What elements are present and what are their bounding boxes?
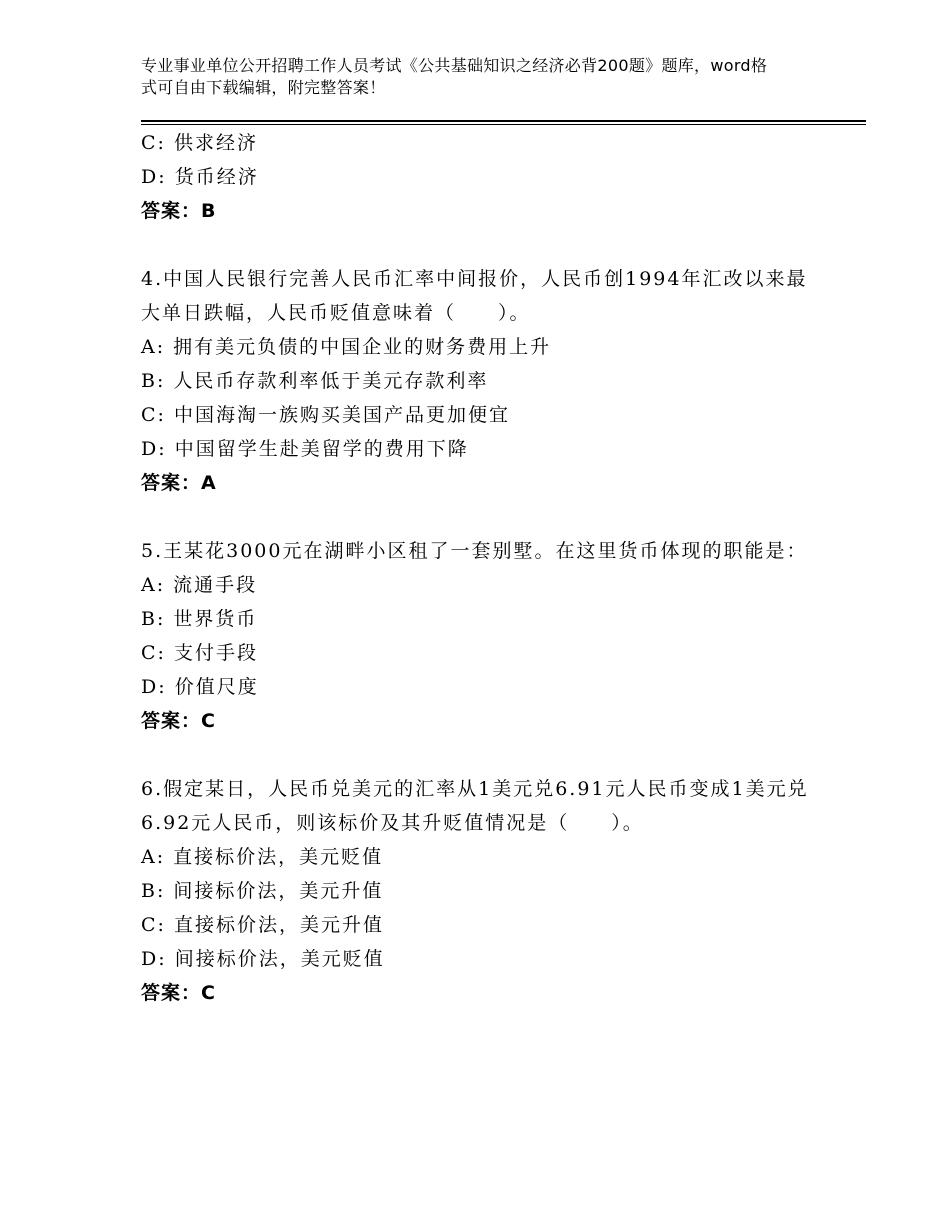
- option-c: [141, 636, 821, 670]
- option-text: 供求经济: [174, 132, 259, 154]
- option-b: [141, 602, 821, 636]
- spacer: [141, 738, 821, 772]
- option-text: 中国海淘一族购买美国产品更加便宜: [174, 404, 511, 426]
- option-text: 间接标价法，美元升值: [173, 880, 384, 902]
- question-stem: 5.王某花3000元在湖畔小区租了一套别墅。在这里货币体现的职能是：: [141, 540, 808, 562]
- option-letter: D:: [141, 948, 167, 970]
- option-text: 支付手段: [174, 642, 259, 664]
- option-letter: C:: [141, 914, 166, 936]
- option-text: 间接标价法，美元贬值: [174, 948, 385, 970]
- spacer: [141, 228, 821, 262]
- option-text: 价值尺度: [174, 676, 259, 698]
- option-letter: B:: [141, 370, 166, 392]
- option-letter: C:: [141, 132, 166, 154]
- question-stem: 6.假定某日，人民币兑美元的汇率从1美元兑6.91元人民币变成1美元兑6.92元人民币，则该标价及其升贬值情况是（ ）。: [141, 778, 809, 834]
- option-b: [141, 874, 821, 908]
- option-text: 直接标价法，美元贬值: [173, 846, 384, 868]
- option-c: [141, 398, 821, 432]
- option-text: 货币经济: [174, 166, 259, 188]
- question-4: [141, 262, 821, 500]
- option-b: [141, 364, 821, 398]
- option-letter: D:: [141, 676, 167, 698]
- option-d: [141, 942, 821, 976]
- header-divider-thick: [141, 120, 866, 122]
- header-title: 专业事业单位公开招聘工作人员考试《公共基础知识之经济必背200题》题库，word格式可自由下载编辑，附完整答案！: [141, 56, 768, 97]
- header-divider-thin: [141, 124, 866, 125]
- spacer: [141, 500, 821, 534]
- option-a: [141, 840, 821, 874]
- option-letter: C:: [141, 404, 166, 426]
- option-text: 中国留学生赴美留学的费用下降: [174, 438, 469, 460]
- option-letter: D:: [141, 438, 167, 460]
- option-letter: B:: [141, 880, 166, 902]
- option-letter: D:: [141, 166, 167, 188]
- option-text: 拥有美元负债的中国企业的财务费用上升: [173, 336, 552, 358]
- option-d: [141, 160, 821, 194]
- question-6: [141, 772, 821, 1010]
- option-letter: A:: [141, 574, 166, 596]
- question-5: [141, 534, 821, 738]
- option-text: 人民币存款利率低于美元存款利率: [173, 370, 489, 392]
- option-letter: A:: [141, 846, 166, 868]
- answer-line: 答案：B: [141, 200, 217, 222]
- question-partial: [141, 126, 821, 228]
- question-list: [141, 126, 821, 1010]
- option-text: 流通手段: [173, 574, 258, 596]
- question-stem: 4.中国人民银行完善人民币汇率中间报价，人民币创1994年汇改以来最大单日跌幅，人民币贬值意味着（ ）。: [141, 268, 808, 324]
- option-c: [141, 908, 821, 942]
- answer-line: 答案：C: [141, 982, 216, 1004]
- option-letter: A:: [141, 336, 166, 358]
- option-text: 直接标价法，美元升值: [174, 914, 385, 936]
- document-header: [141, 55, 781, 99]
- option-d: [141, 432, 821, 466]
- option-d: [141, 670, 821, 704]
- option-a: [141, 568, 821, 602]
- answer-line: 答案：A: [141, 472, 217, 494]
- option-letter: B:: [141, 608, 166, 630]
- option-text: 世界货币: [173, 608, 258, 630]
- option-c: [141, 126, 821, 160]
- option-letter: C:: [141, 642, 166, 664]
- answer-line: 答案：C: [141, 710, 216, 732]
- option-a: [141, 330, 821, 364]
